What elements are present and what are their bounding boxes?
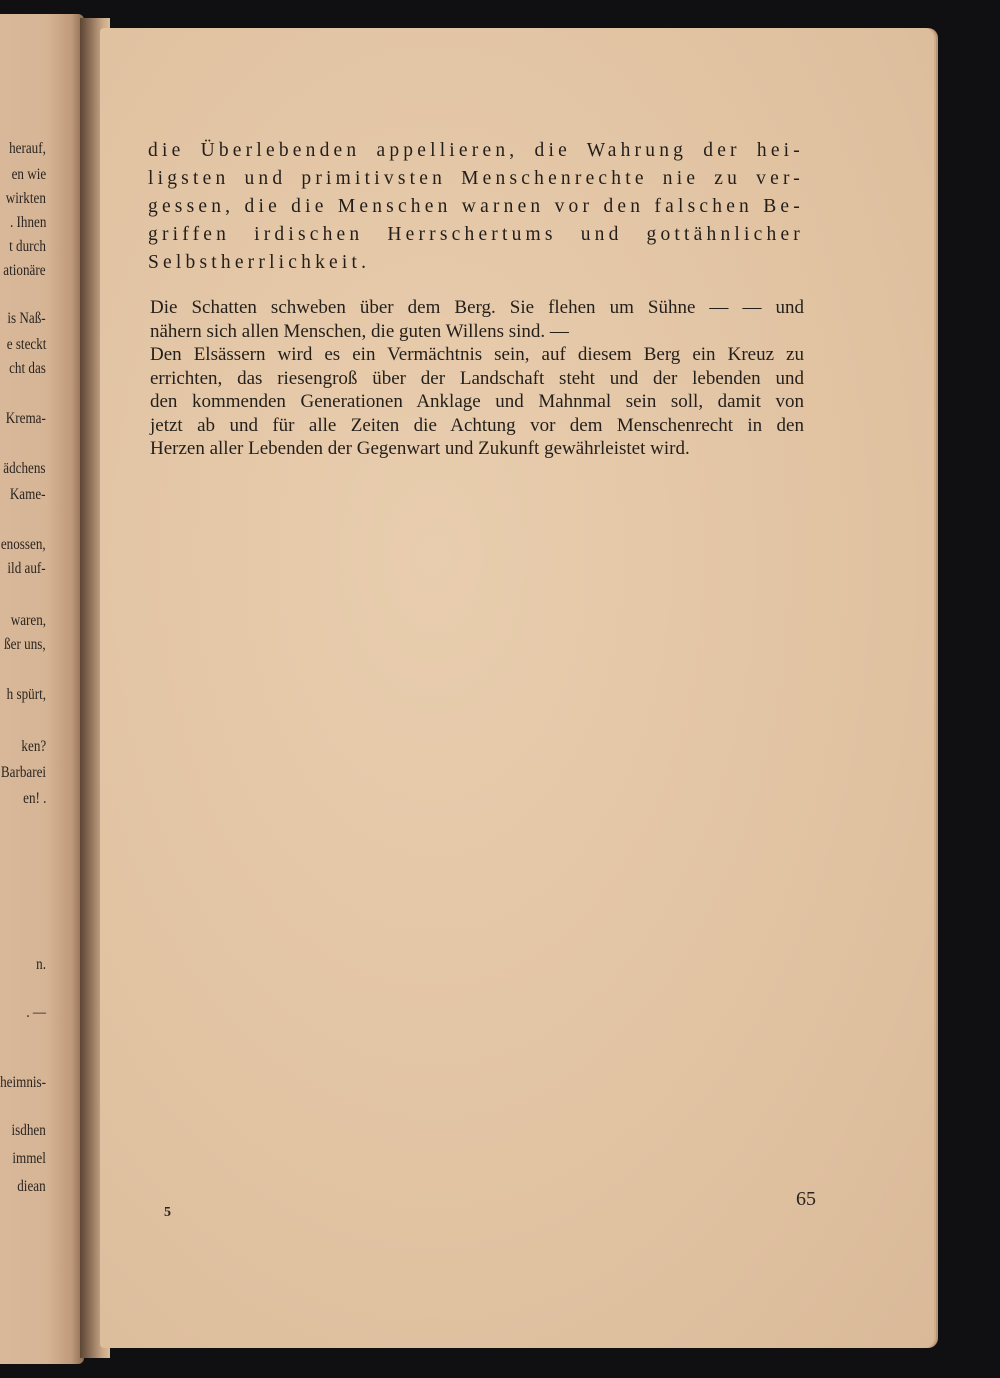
left-page-text-fragment: . — [26, 1004, 46, 1021]
left-facing-page [0, 14, 84, 1364]
paragraph-line: den kommenden Generationen Anklage und Mahnmal sein soll, damit von [150, 391, 804, 412]
page-number: 65 [796, 1188, 816, 1210]
left-page-text-fragment: isdhen [11, 1122, 46, 1139]
paragraph-line: nähern sich allen Menschen, die guten Willens sind. — [150, 320, 569, 342]
left-page-text-fragment: Kame- [10, 486, 46, 503]
left-page-text-fragment: waren, [10, 612, 46, 629]
left-page-text-fragment: ild auf- [7, 560, 46, 577]
left-page-text-fragment: cht das [9, 360, 46, 377]
left-page-text-fragment: ken? [21, 738, 46, 755]
left-page-text-fragment: en! . [22, 790, 46, 807]
spaced-text-line: griffen irdischen Herrschertums und gottähnlicher [148, 224, 804, 245]
left-page-text-fragment: Barbarei [0, 764, 46, 781]
left-page-text-fragment: e steckt [6, 336, 46, 353]
left-page-text-fragment: t durch [9, 238, 46, 255]
paragraph-line: jetzt ab und für alle Zeiten die Achtung vor dem Menschenrecht in den [150, 414, 804, 436]
spaced-text-line: die Überlebenden appellieren, die Wahrung der hei- [148, 140, 804, 161]
paragraph-line: Herzen aller Lebenden der Gegenwart und Zukunft gewährleistet wird. [150, 438, 690, 459]
left-page-text-fragment: ßer uns, [4, 636, 46, 653]
paragraph-line: Den Elsässern wird es ein Vermächtnis sein, auf diesem Berg ein Kreuz zu [150, 344, 804, 365]
spaced-text-line: gessen, die die Menschen warnen vor den falschen Be- [148, 196, 804, 217]
body-paragraph [150, 296, 804, 461]
paragraph-line: Die Schatten schweben über dem Berg. Sie flehen um Sühne — — und [150, 297, 804, 318]
left-page-text-fragment: is Naß- [7, 310, 46, 327]
left-page-text-fragment: . Ihnen [9, 214, 46, 231]
left-page-text-fragment: herauf, [9, 140, 46, 157]
left-page-text-fragment: diean [17, 1178, 46, 1195]
left-page-text-fragment: ationäre [3, 262, 46, 279]
left-page-text-fragment: heimnis- [0, 1074, 46, 1091]
spaced-text-line: Selbstherrlichkeit. [148, 252, 371, 273]
left-page-text-fragment: immel [12, 1150, 46, 1167]
left-page-text-fragment: Krema- [5, 410, 46, 427]
left-page-text-fragment: n. [36, 956, 46, 973]
left-page-text-fragment: en wie [11, 166, 46, 183]
left-page-text-fragment: h spürt, [6, 686, 46, 703]
paragraph-line: errichten, das riesengroß über der Landschaft steht und der lebenden und [150, 367, 804, 389]
left-page-text-fragment: enossen, [1, 536, 46, 553]
signature-mark: 5 [164, 1205, 171, 1220]
left-page-text-fragment: ädchens [3, 460, 46, 477]
spaced-text-line: ligsten und primitivsten Menschenrechte nie zu ver- [148, 168, 804, 189]
left-page-text-fragment: wirkten [5, 190, 46, 207]
